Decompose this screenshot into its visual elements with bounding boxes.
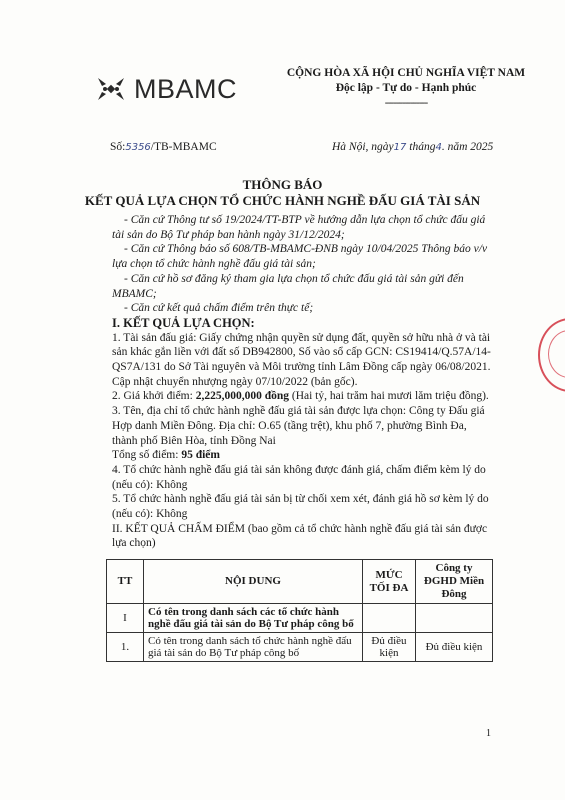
header-content: NỘI DUNG bbox=[144, 560, 363, 604]
header-max: MỨC TỐI ĐA bbox=[363, 560, 416, 604]
document-body bbox=[112, 213, 492, 551]
motto-line1: CỘNG HÒA XÃ HỘI CHỦ NGHĨA VIỆT NAM bbox=[286, 67, 526, 79]
header-company: Công ty ĐGHD Miền Đông bbox=[416, 560, 493, 604]
table-row: 1. Có tên trong danh sách tổ chức hành nghề đấu giá tài sản do Bộ Tư pháp công bố Đủ điều kiện Đủ điều kiện bbox=[107, 633, 493, 662]
section1-item2: 2. Giá khởi điểm: 2,225,000,000 đồng (Hai tỷ, hai trăm hai mươi lăm triệu đồng). bbox=[112, 390, 489, 403]
handwritten-number: 5356 bbox=[125, 142, 151, 153]
motto-line2: Độc lập - Tự do - Hạnh phúc bbox=[335, 82, 477, 94]
motto-line3: --------------- bbox=[384, 97, 428, 109]
basis-3: - Căn cứ hồ sơ đăng ký tham gia lựa chọn tổ chức đấu giá tài sản gửi đến MBAMC; bbox=[112, 272, 464, 300]
reference-number: Số:5356/TB-MBAMC bbox=[110, 141, 217, 153]
page-number: 1 bbox=[486, 728, 491, 739]
section1-item4: 4. Tổ chức hành nghề đấu giá tài sản không được đánh giá, chấm điểm kèm lý do (nếu có): Không bbox=[112, 463, 486, 491]
section1-item1: 1. Tài sản đấu giá: Giấy chứng nhận quyền sử dụng đất, quyền sở hữu nhà ở và tài sản khác gắn liền với đất số DB942800, Số vào sổ cấp GCN: CS19414/Q.57A/14-QS7A/131 do Sở Tài nguyên và Môi trường tỉnh Lâm Đồng cấp ngày 06/08/2021. Cập nhật chuyển nhượng ngày 07/10/2022 (bản gốc). bbox=[112, 331, 491, 388]
section2-heading: II. KẾT QUẢ CHẤM ĐIỂM (bao gồm cả tổ chức hành nghề đấu giá tài sản được lựa chọn) bbox=[112, 522, 488, 550]
table-header-row bbox=[107, 560, 493, 604]
document-title: THÔNG BÁO bbox=[242, 177, 323, 192]
basis-2: - Căn cứ Thông báo số 608/TB-MBAMC-ĐNB ngày 10/04/2025 Thông báo v/v lựa chọn tổ chức hành nghề đấu giá tài sản; bbox=[112, 243, 488, 271]
section1-heading: I. KẾT QUẢ LỰA CHỌN: bbox=[112, 315, 255, 330]
document-subtitle: KẾT QUẢ LỰA CHỌN TỔ CHỨC HÀNH NGHỀ ĐẤU GIÁ TÀI SẢN bbox=[84, 193, 481, 208]
basis-4: - Căn cứ kết quả chấm điểm trên thực tế; bbox=[124, 302, 314, 315]
section1-item3: 3. Tên, địa chỉ tổ chức hành nghề đấu giá tài sản được lựa chọn: Công ty Đấu giá Hợp danh Miền Đông. Địa chỉ: O.65 (tầng trệt), khu phố 7, phường Bình Đa, thành phố Biên Hòa, tỉnh Đồng Nai bbox=[112, 405, 485, 447]
document-date: Hà Nội, ngày17 tháng4. năm 2025 bbox=[332, 141, 494, 153]
section1-item5: 5. Tổ chức hành nghề đấu giá tài sản bị từ chối xem xét, đánh giá hồ sơ kèm lý do (nếu có): Không bbox=[112, 493, 489, 521]
table-row: I Có tên trong danh sách các tổ chức hành nghề đấu giá tài sản do Bộ Tư pháp công bố bbox=[107, 604, 493, 633]
national-motto bbox=[282, 66, 530, 111]
company-logo bbox=[94, 72, 237, 106]
total-score: Tổng số điểm: 95 điểm bbox=[112, 449, 220, 462]
handwritten-month: 4 bbox=[435, 142, 442, 153]
basis-1: - Căn cứ Thông tư số 19/2024/TT-BTP về hướng dẫn lựa chọn tổ chức đấu giá tài sản do Bộ Tư pháp ban hành ngày 31/12/2024; bbox=[112, 214, 486, 241]
mbamc-logo-icon bbox=[94, 72, 128, 106]
scoring-table bbox=[106, 559, 493, 662]
handwritten-day: 17 bbox=[393, 142, 407, 153]
header-tt: TT bbox=[107, 560, 144, 604]
logo-text: MBAMC bbox=[134, 73, 237, 104]
